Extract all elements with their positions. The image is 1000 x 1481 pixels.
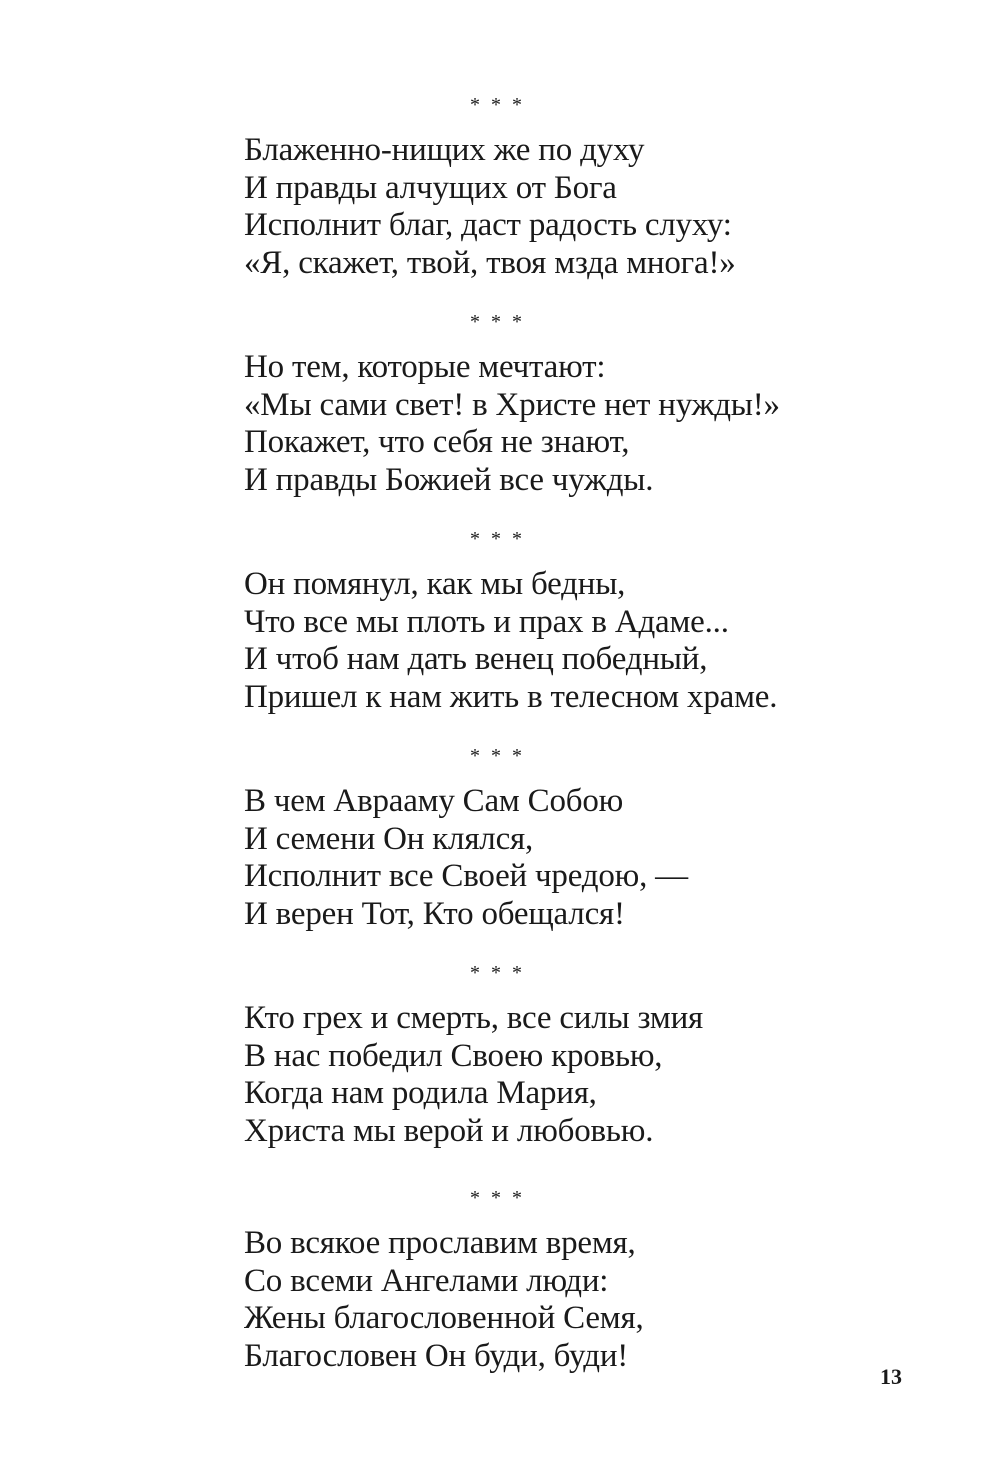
- stanza-separator: * * *: [470, 962, 525, 984]
- verse-line: Во всякое прославим время,: [244, 1225, 636, 1261]
- verse-line: И семени Он клялся,: [244, 820, 534, 857]
- stanza-separator: * * *: [470, 528, 525, 550]
- verse-line: Пришел к нам жить в телесном храме.: [244, 678, 778, 715]
- verse-line: Что все мы плоть и прах в Адаме...: [244, 603, 729, 640]
- stanza-separator: * * *: [470, 311, 525, 333]
- stanza-separator: * * *: [470, 1187, 525, 1209]
- verse-line: И чтоб нам дать венец победный,: [244, 641, 708, 677]
- verse-line: Христа мы верой и любовью.: [244, 1112, 654, 1149]
- stanza-2: [244, 312, 864, 499]
- stanza-3: [244, 529, 864, 716]
- verse-line: Исполнит благ, даст радость слуху:: [244, 207, 732, 243]
- stanza-5: [244, 963, 864, 1150]
- verse-line: Покажет, что себя не знают,: [244, 424, 630, 460]
- verse-line: И правды алчущих от Бога: [244, 169, 617, 206]
- stanza-4: [244, 746, 864, 933]
- verse-line: Но тем, которые мечтают:: [244, 349, 606, 385]
- verse-line: Он помянул, как мы бедны,: [244, 566, 626, 602]
- verse-line: Жены благословенной Семя,: [244, 1300, 644, 1336]
- verse-line: Исполнит все Своей чредою, —: [244, 858, 688, 894]
- verse-line: Блаженно-нищих же по духу: [244, 132, 645, 168]
- verse-line: И правды Божией все чужды.: [244, 461, 654, 498]
- verse-line: И верен Тот, Кто обещался!: [244, 895, 625, 932]
- stanza-separator: * * *: [470, 745, 525, 767]
- verse-line: Благословен Он буди, буди!: [244, 1337, 629, 1374]
- stanza-1: [244, 95, 864, 282]
- stanza-separator: * * *: [470, 94, 525, 116]
- verse-line: Кто грех и смерть, все силы змия: [244, 1000, 704, 1036]
- verse-line: «Мы сами свет! в Христе нет нужды!»: [244, 386, 780, 423]
- stanza-6: [244, 1188, 864, 1375]
- page-number: 13: [880, 1364, 902, 1389]
- verse-line: В чем Аврааму Сам Собою: [244, 783, 624, 819]
- verse-line: «Я, скажет, твой, твоя мзда многа!»: [244, 244, 736, 281]
- verse-line: Со всеми Ангелами люди:: [244, 1262, 609, 1299]
- verse-line: Когда нам родила Мария,: [244, 1075, 597, 1111]
- verse-line: В нас победил Своею кровью,: [244, 1037, 663, 1074]
